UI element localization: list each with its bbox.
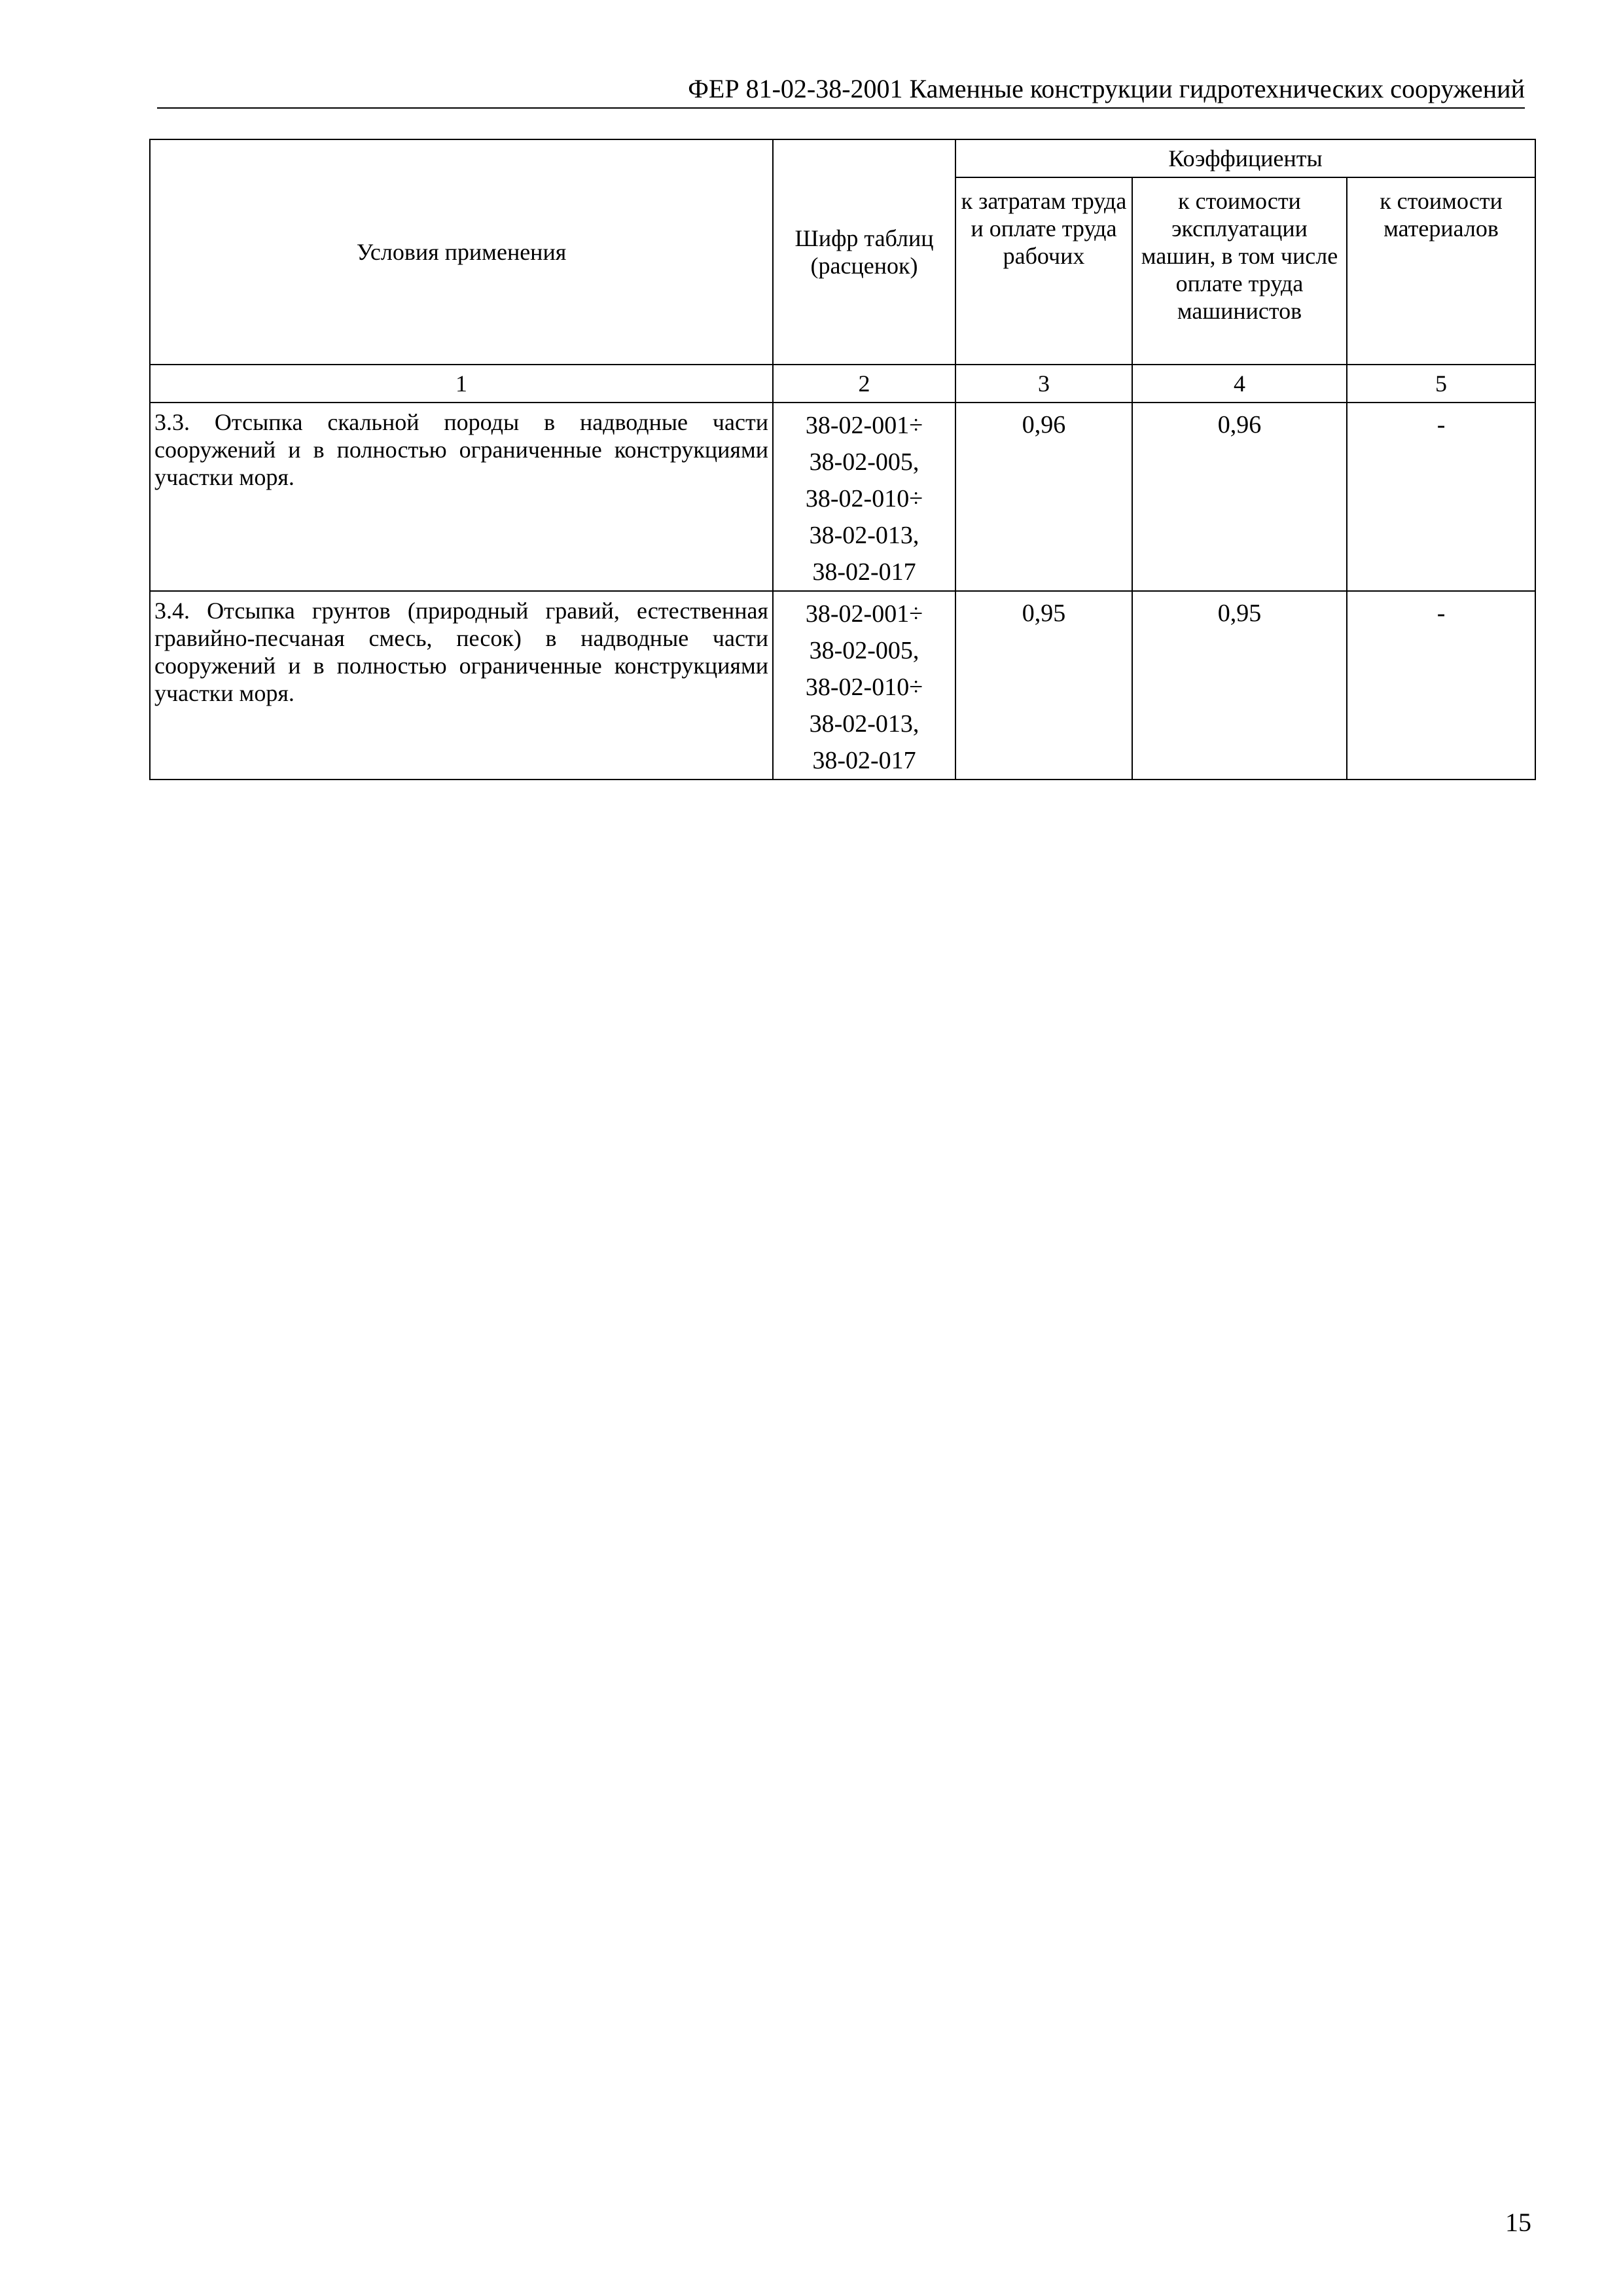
coefficients-table xyxy=(149,139,1536,780)
labor-coefficient: 0,96 xyxy=(955,403,1132,591)
header-labor: к затратам труда и оплате труда рабочих xyxy=(955,177,1132,365)
code-line: 38-02-001÷ xyxy=(805,412,923,439)
header-conditions: Условия применения xyxy=(150,139,773,365)
code-line: 38-02-010÷ xyxy=(805,485,923,512)
column-numbers-row xyxy=(150,365,1535,403)
header-materials: к стоимости материалов xyxy=(1347,177,1535,365)
condition-cell: 3.4. Отсыпка грунтов (природный гравий, естественная гравийно-песчаная смесь, песок) в надводные части сооружений и в полностью ограниченные конструкциями участки моря. xyxy=(150,591,773,780)
code-line: 38-02-001÷ xyxy=(805,600,923,628)
code-line: 38-02-013, xyxy=(809,710,919,738)
machines-coefficient: 0,95 xyxy=(1132,591,1347,780)
materials-coefficient: - xyxy=(1347,591,1535,780)
code-cell xyxy=(773,591,955,780)
code-line: 38-02-005, xyxy=(809,448,919,476)
table-row xyxy=(150,591,1535,780)
column-number: 3 xyxy=(955,365,1132,403)
materials-coefficient: - xyxy=(1347,403,1535,591)
code-line: 38-02-017 xyxy=(812,558,916,586)
code-cell xyxy=(773,403,955,591)
column-number: 4 xyxy=(1132,365,1347,403)
column-number: 2 xyxy=(773,365,955,403)
machines-coefficient: 0,96 xyxy=(1132,403,1347,591)
code-line: 38-02-010÷ xyxy=(805,673,923,701)
code-line: 38-02-005, xyxy=(809,637,919,664)
header-coefficients: Коэффициенты xyxy=(955,139,1535,177)
column-number: 5 xyxy=(1347,365,1535,403)
column-number: 1 xyxy=(150,365,773,403)
table-row xyxy=(150,403,1535,591)
code-line: 38-02-013, xyxy=(809,522,919,549)
page-number: 15 xyxy=(1505,2208,1531,2237)
condition-cell: 3.3. Отсыпка скальной породы в надводные части сооружений и в полностью ограниченные конструкциями участки моря. xyxy=(150,403,773,591)
header-code: Шифр таблиц (расценок) xyxy=(773,139,955,365)
header-machines: к стоимости эксплуатации машин, в том числе оплате труда машинистов xyxy=(1132,177,1347,365)
running-header: ФЕР 81-02-38-2001 Каменные конструкции гидротехнических сооружений xyxy=(157,73,1525,109)
labor-coefficient: 0,95 xyxy=(955,591,1132,780)
code-line: 38-02-017 xyxy=(812,747,916,774)
